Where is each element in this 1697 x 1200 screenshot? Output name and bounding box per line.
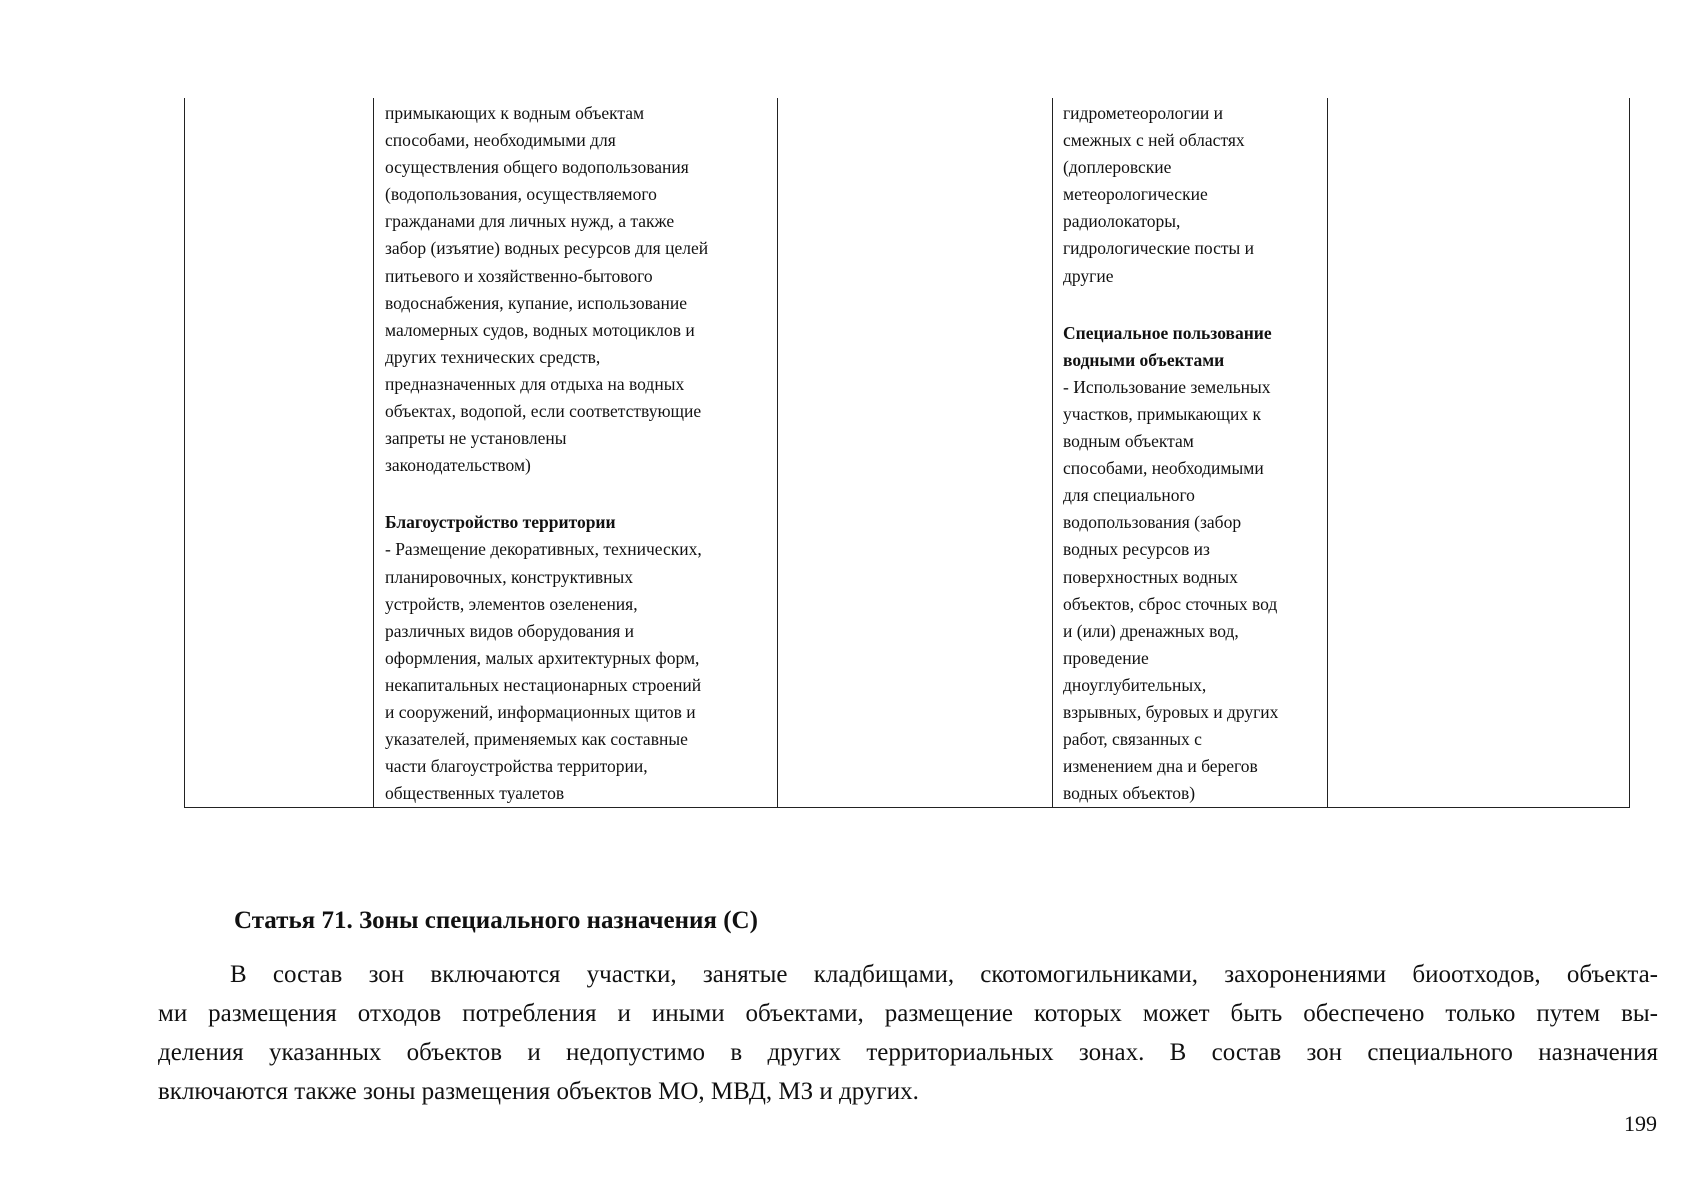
cell-line: работ, связанных с	[1063, 729, 1202, 750]
cell-line: различных видов оборудования и	[385, 620, 635, 641]
cell-line: водных ресурсов из	[1063, 539, 1210, 560]
cell-line: водопользования (забор	[1063, 512, 1242, 533]
cell-line: взрывных, буровых и других	[1063, 701, 1279, 722]
cell-line: питьевого и хозяйственно-бытового	[385, 265, 653, 286]
cell-line: водным объектам	[1063, 431, 1194, 452]
cell-line: - Использование земельных	[1063, 376, 1271, 397]
paragraph-line: включаются также зоны размещения объектов МО, МВД, МЗ и других.	[158, 1078, 919, 1105]
cell-line: части благоустройства территории,	[385, 756, 648, 777]
cell-line: планировочных, конструктивных	[385, 566, 634, 587]
table-column-1	[184, 98, 374, 807]
cell-line: изменением дна и берегов	[1063, 756, 1258, 777]
cell-line: запреты не установлены	[385, 428, 567, 449]
paragraph-gap	[385, 479, 775, 509]
cell-subheading: водными объектами	[1063, 349, 1225, 370]
cell-line: другие	[1063, 265, 1114, 286]
cell-line: объектов, сброс сточных вод	[1063, 593, 1278, 614]
cell-line: (водопользования, осуществляемого	[385, 184, 657, 205]
cell-line: законодательством)	[385, 455, 531, 476]
permitted-uses-cell	[385, 100, 775, 807]
cell-line: участков, примыкающих к	[1063, 403, 1261, 424]
table-column-permitted-uses	[373, 98, 778, 807]
cell-line: - Размещение декоративных, технических,	[385, 539, 702, 560]
table-column-5	[1327, 98, 1630, 807]
cell-line: проведение	[1063, 647, 1149, 668]
cell-line: (доплеровские	[1063, 157, 1172, 178]
cell-line: способами, необходимыми для	[385, 130, 616, 151]
cell-line: некапитальных нестационарных строений	[385, 674, 702, 695]
cell-line: гражданами для личных нужд, а также	[385, 211, 675, 232]
conditional-uses-cell	[1063, 100, 1325, 807]
cell-line: других технических средств,	[385, 346, 601, 367]
cell-line: примыкающих к водным объектам	[385, 103, 645, 123]
cell-line: для специального	[1063, 485, 1195, 506]
cell-line: радиолокаторы,	[1063, 211, 1181, 232]
cell-line: водных объектов)	[1063, 783, 1196, 804]
cell-line: дноуглубительных,	[1063, 674, 1207, 695]
cell-line: гидрологические посты и	[1063, 238, 1254, 259]
cell-line: водоснабжения, купание, использование	[385, 292, 687, 313]
cell-line: осуществления общего водопользования	[385, 157, 689, 178]
paragraph-line: ми размещения отходов потребления и иными объектами, размещение которых может быть обеспечено только путем вы-	[158, 1000, 1658, 1027]
table-column-conditional-uses	[1052, 98, 1328, 807]
cell-line: предназначенных для отдыха на водных	[385, 373, 685, 394]
page-number: 199	[1624, 1111, 1657, 1136]
cell-line: указателей, применяемых как составные	[385, 729, 688, 750]
cell-line: общественных туалетов	[385, 783, 565, 804]
cell-line: маломерных судов, водных мотоциклов и	[385, 319, 695, 340]
cell-line: гидрометеорологии и	[1063, 103, 1224, 123]
cell-line: метеорологические	[1063, 184, 1208, 205]
cell-line: и сооружений, информационных щитов и	[385, 701, 696, 722]
land-use-table	[184, 98, 1630, 808]
cell-line: объектах, водопой, если соответствующие	[385, 401, 702, 422]
paragraph-gap	[1063, 290, 1325, 320]
cell-line: оформления, малых архитектурных форм,	[385, 647, 700, 668]
article-paragraph	[158, 955, 1658, 1111]
paragraph-line: В состав зон включаются участки, занятые кладбищами, скотомогильниками, захоронениями биоотходов, объекта-	[230, 961, 1658, 988]
cell-line: смежных с ней областях	[1063, 130, 1245, 151]
cell-line: способами, необходимыми	[1063, 458, 1264, 479]
table-column-3	[777, 98, 1053, 807]
paragraph-line: деления указанных объектов и недопустимо в других территориальных зонах. В состав зон специального назначения	[158, 1039, 1658, 1066]
cell-line: и (или) дренажных вод,	[1063, 620, 1239, 641]
cell-line: забор (изъятие) водных ресурсов для целей	[385, 238, 709, 259]
article-heading: Статья 71. Зоны специального назначения (С)	[234, 907, 758, 934]
cell-subheading: Специальное пользование	[1063, 322, 1272, 343]
cell-subheading: Благоустройство территории	[385, 512, 616, 533]
cell-line: поверхностных водных	[1063, 566, 1238, 587]
cell-line: устройств, элементов озеленения,	[385, 593, 638, 614]
